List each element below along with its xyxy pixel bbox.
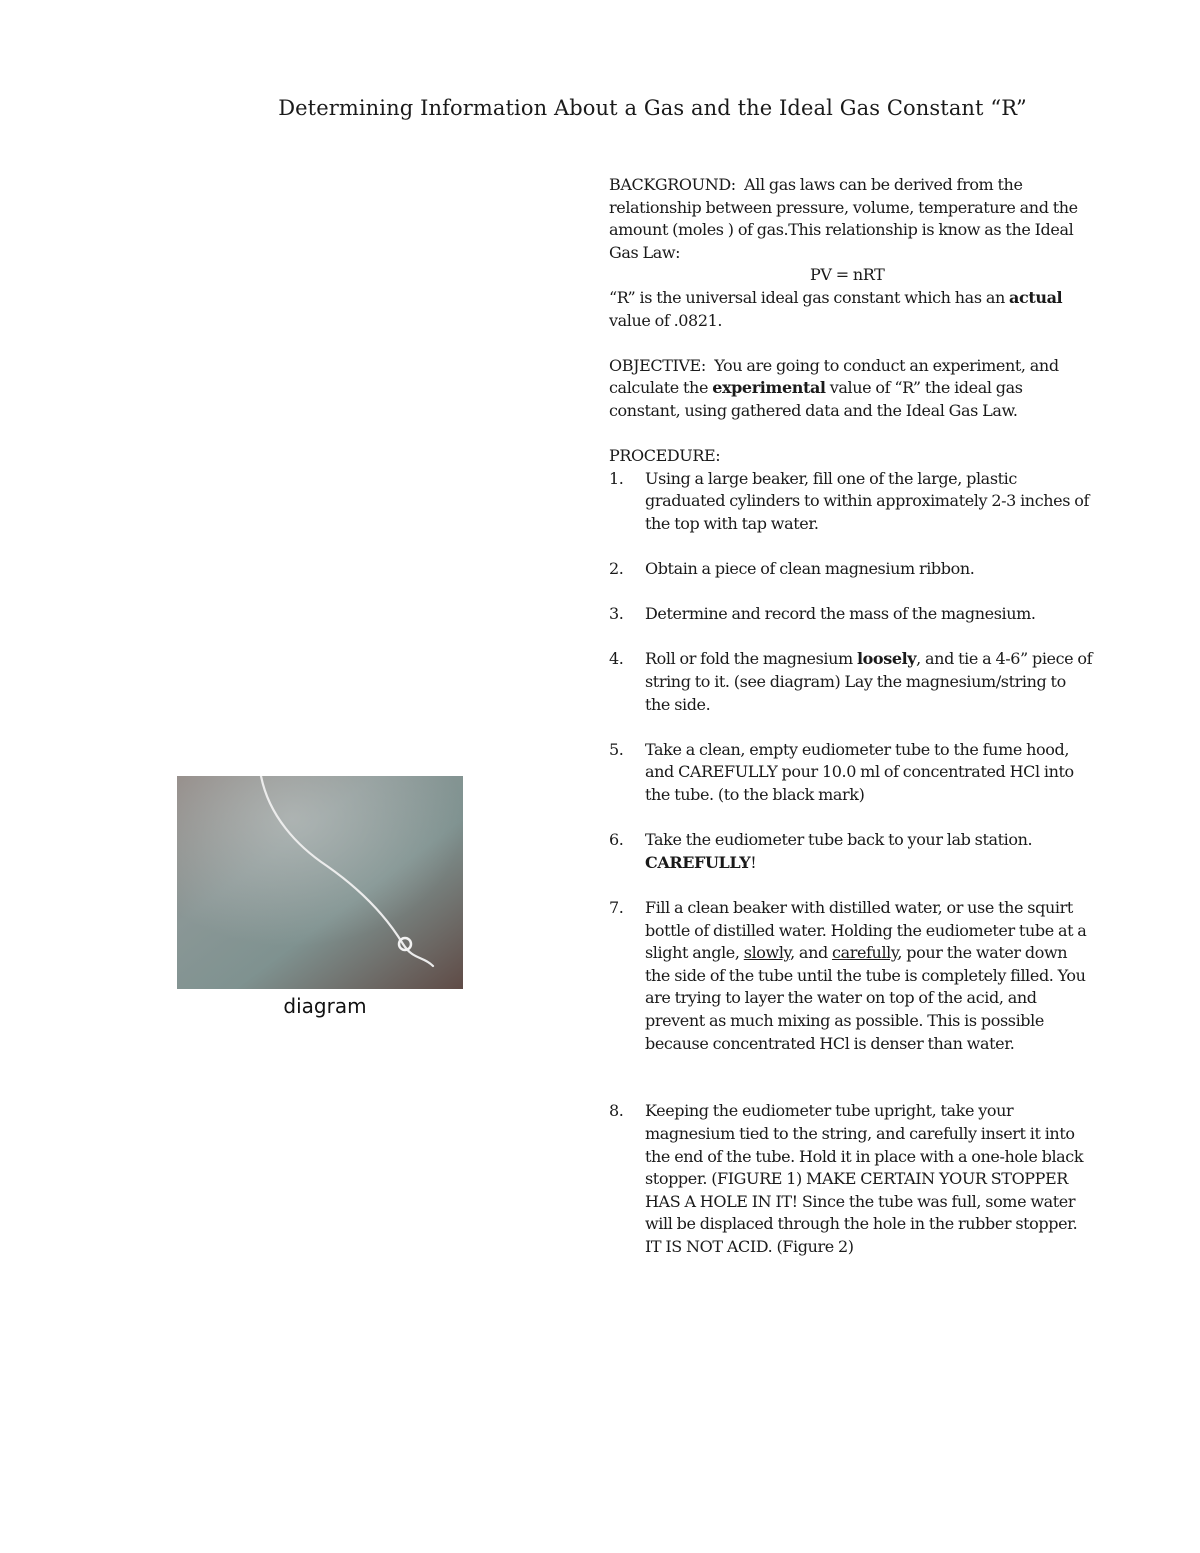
carefully-bold: CAREFULLY — [645, 852, 751, 872]
carefully-underline: carefully — [832, 943, 898, 963]
step-text-end: , pour the water down the side of the tube until the tube is completely filled. You are trying to layer the water on top of the acid, and prevent as much mixing as possible. This is possible because concentrated HCl is denser than water. — [645, 943, 1086, 1053]
objective-text-end: value of “R” the ideal gas constant, using gathered data and the Ideal Gas Law. — [609, 378, 1023, 420]
step-number: 3. — [609, 604, 624, 624]
background-label: BACKGROUND: — [609, 175, 736, 194]
objective-text-start: You are going to conduct an experiment, and calculate the — [609, 355, 1059, 398]
slowly-underline: slowly — [743, 943, 791, 963]
experimental-bold: experimental — [712, 378, 826, 398]
ideal-gas-formula: PV = nRT — [810, 265, 885, 285]
step-text: Obtain a piece of clean magnesium ribbon. — [645, 559, 975, 579]
procedure-step-8 — [609, 1100, 1093, 1258]
photo-graphic — [177, 776, 463, 989]
step-text: Take the eudiometer tube back to your lab station. — [645, 830, 1033, 850]
step-number: 7. — [609, 898, 624, 917]
step-number: 4. — [609, 649, 624, 669]
page-title: Determining Information About a Gas and the Ideal Gas Constant “R” — [278, 96, 1027, 120]
loosely-bold: loosely — [856, 649, 917, 669]
procedure-step-2 — [609, 558, 1093, 581]
background-section — [609, 174, 1093, 332]
step-text: Roll or fold the magnesium — [645, 649, 857, 669]
step-text-mid: , and — [790, 943, 833, 963]
step-number: 6. — [609, 830, 624, 850]
step-number: 5. — [609, 739, 624, 759]
procedure-step-5 — [609, 739, 1093, 807]
objective-section — [609, 355, 1093, 423]
lab-content — [609, 174, 1093, 1259]
actual-bold: actual — [1009, 287, 1063, 307]
step-number: 8. — [609, 1101, 624, 1121]
procedure-step-7 — [609, 897, 1093, 1055]
procedure-steps — [609, 468, 1093, 1259]
step-text-end: , and tie a 4-6” piece of string to it. (see diagram) Lay the magnesium/string to the side. — [645, 649, 1093, 714]
step-number: 1. — [609, 468, 624, 488]
objective-label: OBJECTIVE: — [609, 355, 706, 375]
step-text-end: ! — [750, 852, 757, 872]
figure-caption: diagram — [283, 994, 367, 1018]
step-text: Using a large beaker, fill one of the large, plastic graduated cylinders to within approximately 2-3 inches of the top with tap water. — [645, 468, 1089, 533]
procedure-step-4 — [609, 648, 1093, 716]
step-text: Fill a clean beaker with distilled water, or use the squirt bottle of distilled water. Holding the eudiometer tube at a slight angle, — [645, 898, 1087, 963]
step-text: Keeping the eudiometer tube upright, take your magnesium tied to the string, and carefully insert it into the end of the tube. Hold it in place with a one-hole black stopper. (FIGURE 1) MAKE CERTAIN YOUR STOPPER HAS A HOLE IN IT! Since the tube was full, some water will be displaced through the hole in the rubber stopper. IT IS NOT ACID. (Figure 2) — [645, 1101, 1084, 1256]
background-text: All gas laws can be derived from the relationship between pressure, volume, temperature and the amount (moles ) of gas.This relationship is know as the Ideal Gas Law: — [609, 175, 1078, 262]
step-number: 2. — [609, 559, 624, 579]
step-text: Take a clean, empty eudiometer tube to the fume hood, and CAREFULLY pour 10.0 ml of concentrated HCl into the tube. (to the black mark) — [645, 739, 1074, 805]
procedure-step-3 — [609, 603, 1093, 626]
magnesium-photo — [177, 776, 463, 989]
procedure-step-6 — [609, 829, 1093, 874]
r-sentence-end: value of .0821. — [609, 310, 723, 330]
step-text: Determine and record the mass of the magnesium. — [645, 604, 1036, 624]
procedure-label: PROCEDURE: — [609, 446, 721, 466]
procedure-step-1 — [609, 468, 1093, 536]
r-sentence-start: “R” is the universal ideal gas constant which has an — [609, 287, 1010, 307]
